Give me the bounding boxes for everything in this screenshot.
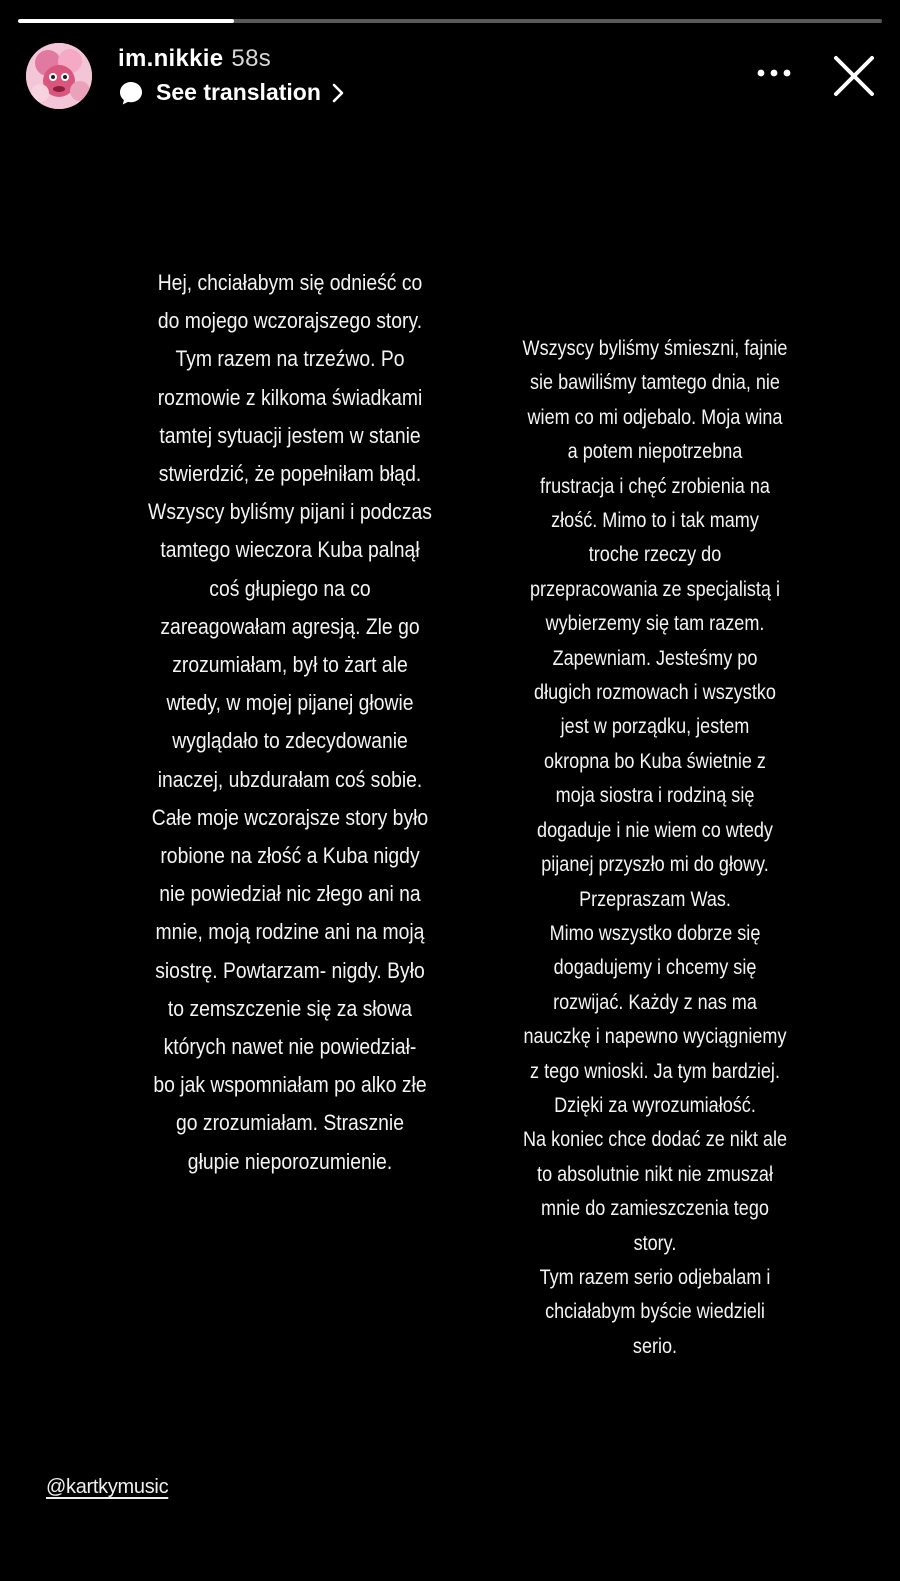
close-icon[interactable] — [831, 53, 877, 99]
avatar[interactable] — [26, 43, 92, 109]
see-translation-link[interactable] — [118, 79, 345, 106]
username-row — [118, 45, 271, 73]
story-text-left: Hej, chciałabym się odnieść co do mojego wczorajszego story. Tym razem na trzeźwo. Po rozmowie z kilkoma świadkami tamtej sytuacji jestem w stanie stwierdzić, że popełniłam błąd. Wszyscy byliśmy pijani i podczas tamtego wieczora Kuba palnął coś głupiego na co zareagowałam agresją. Zle go zrozumiałam, był to żart ale wtedy, w mojej pijanej głowie wyglądało to zdecydowanie inaczej, ubzdurałam coś sobie. Całe moje wczorajsze story było robione na złość a Kuba nigdy nie powiedział nic złego ani na mnie, moją rodzine ani na moją siostrę. Powtarzam- nigdy. Było to zemszczenie się za słowa których nawet nie powiedział- bo jak wspomniałam po alko złe go zrozumiałam. Strasznie głupie nieporozumienie. — [148, 270, 432, 1174]
mention-sticker[interactable]: @kartkymusic — [46, 1476, 169, 1498]
speech-bubble-icon — [118, 80, 144, 106]
see-translation-label: See translation — [156, 79, 321, 105]
username[interactable]: im.nikkie — [118, 45, 224, 72]
post-time: 58s — [231, 45, 272, 72]
more-horizontal-icon[interactable] — [756, 63, 792, 83]
story-header — [26, 41, 886, 111]
story-progress-fill — [18, 19, 234, 23]
story-progress-bar — [18, 19, 882, 23]
chevron-right-icon — [331, 82, 345, 104]
story-text-right: Wszyscy byliśmy śmieszni, fajnie sie bawiliśmy tamtego dnia, nie wiem co mi odjebalo. Moja wina a potem niepotrzebna frustracja i chęć zrobienia na złość. Mimo to i tak mamy troche rzeczy do przepracowania ze specjalistą i wybierzemy się tam razem. Zapewniam. Jesteśmy po długich rozmowach i wszystko jest w porządku, jestem okropna bo Kuba świetnie z moja siostra i rodziną się dogaduje i nie wiem co wtedy pijanej przyszło mi do głowy. Przepraszam Was. Mimo wszystko dobrze się dogadujemy i chcemy się rozwijać. Każdy z nas ma nauczkę i napewno wyciągniemy z tego wnioski. Ja tym bardziej. Dzięki za wyrozumiałość. Na koniec chce dodać ze nikt ale to absolutnie nikt nie zmuszał mnie do zamieszczenia tego story. Tym razem serio odjebalam i chciałabym byście wiedzieli serio. — [522, 337, 788, 1358]
